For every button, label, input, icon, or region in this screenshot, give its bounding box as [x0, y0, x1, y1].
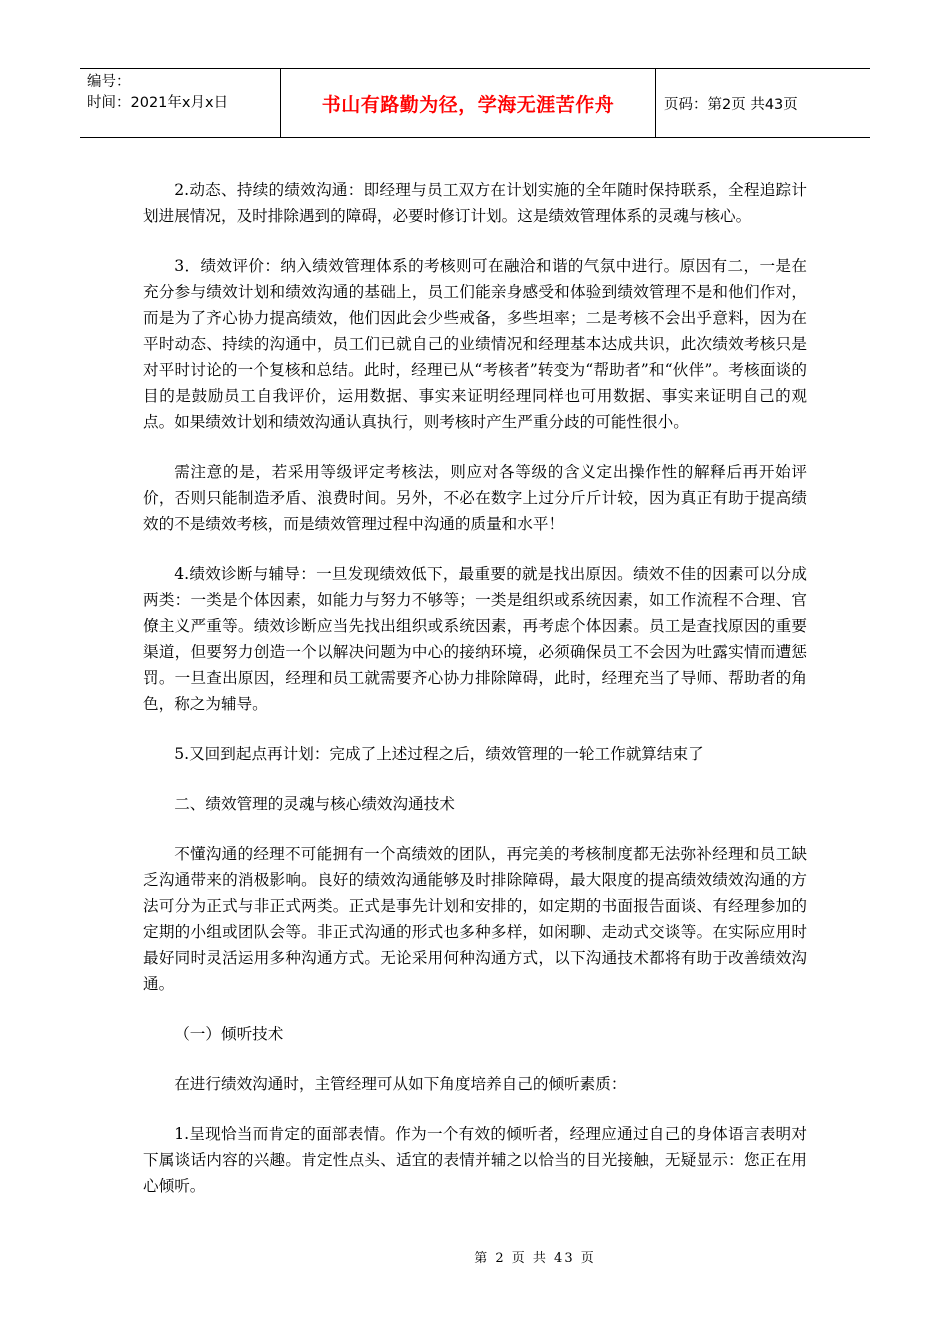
header-meta — [80, 69, 280, 137]
paragraph: 2.动态、持续的绩效沟通：即经理与员工双方在计划实施的全年随时保持联系，全程追踪计划进展情况，及时排除遇到的障碍，必要时修订计划。这是绩效管理体系的灵魂与核心。 — [143, 181, 807, 225]
paragraph: 在进行绩效沟通时，主管经理可从如下角度培养自己的倾听素质： — [174, 1075, 627, 1093]
paragraph: 需注意的是，若采用等级评定考核法，则应对各等级的含义定出操作性的解释后再开始评价，否则只能制造矛盾、浪费时间。另外，不必在数字上过分斤斤计较，因为真正有助于提高绩效的不是绩效考核，而是绩效管理过程中沟通的质量和水平！ — [143, 463, 807, 533]
footer-page-number: 第 2 页 共 43 页 — [474, 1251, 596, 1266]
header-motto-cell — [280, 69, 656, 137]
paragraph: 5.又回到起点再计划：完成了上述过程之后，绩效管理的一轮工作就算结束了 — [174, 745, 704, 763]
header-motto: 书山有路勤为径，学海无涯苦作舟 — [321, 93, 615, 116]
paragraph: 4.绩效诊断与辅导：一旦发现绩效低下，最重要的就是找出原因。绩效不佳的因素可以分成两类：一类是个体因素，如能力与努力不够等；一类是组织或系统因素，如工作流程不合理、官僚主义严重等。绩效诊断应当先找出组织或系统因素，再考虑个体因素。员工是查找原因的重要渠道，但要努力创造一个以解决问题为中心的接纳环境，必须确保员工不会因为吐露实情而遭惩罚。一旦查出原因，经理和员工就需要齐心协力排除障碍，此时，经理充当了导师、帮助者的角色，称之为辅导。 — [143, 565, 807, 713]
page-footer — [0, 1247, 950, 1266]
document-date: 时间：2021年x月x日 — [87, 95, 229, 111]
page-header — [80, 68, 870, 138]
document-number-label: 编号： — [87, 74, 131, 90]
section-heading: 二、绩效管理的灵魂与核心绩效沟通技术 — [174, 795, 455, 813]
header-page-info: 页码：第2页 共43页 — [664, 96, 798, 113]
paragraph: 不懂沟通的经理不可能拥有一个高绩效的团队，再完美的考核制度都无法弥补经理和员工缺乏沟通带来的消极影响。良好的绩效沟通能够及时排除障碍，最大限度的提高绩效绩效沟通的方法可分为正式与非正式两类。正式是事先计划和安排的，如定期的书面报告面谈、有经理参加的定期的小组或团队会等。非正式沟通的形式也多种多样，如闲聊、走动式交谈等。在实际应用时最好同时灵活运用多种沟通方式。无论采用何种沟通方式，以下沟通技术都将有助于改善绩效沟通。 — [143, 845, 807, 993]
document-body — [143, 177, 807, 1223]
paragraph: 1.呈现恰当而肯定的面部表情。作为一个有效的倾听者，经理应通过自己的身体语言表明对下属谈话内容的兴趣。肯定性点头、适宜的表情并辅之以恰当的目光接触，无疑显示：您正在用心倾听。 — [143, 1125, 807, 1195]
paragraph: 3．绩效评价：纳入绩效管理体系的考核则可在融洽和谐的气氛中进行。原因有二，一是在充分参与绩效计划和绩效沟通的基础上，员工们能亲身感受和体验到绩效管理不是和他们作对，而是为了齐心协力提高绩效，他们因此会少些戒备，多些坦率；二是考核不会出乎意料，因为在平时动态、持续的沟通中，员工们已就自己的业绩情况和经理基本达成共识，此次绩效考核只是对平时讨论的一个复核和总结。此时，经理已从“考核者”转变为“帮助者”和“伙伴”。考核面谈的目的是鼓励员工自我评价，运用数据、事实来证明经理同样也可用数据、事实来证明自己的观点。如果绩效计划和绩效沟通认真执行，则考核时产生严重分歧的可能性很小。 — [143, 257, 807, 431]
subsection-heading: （一）倾听技术 — [174, 1025, 284, 1043]
